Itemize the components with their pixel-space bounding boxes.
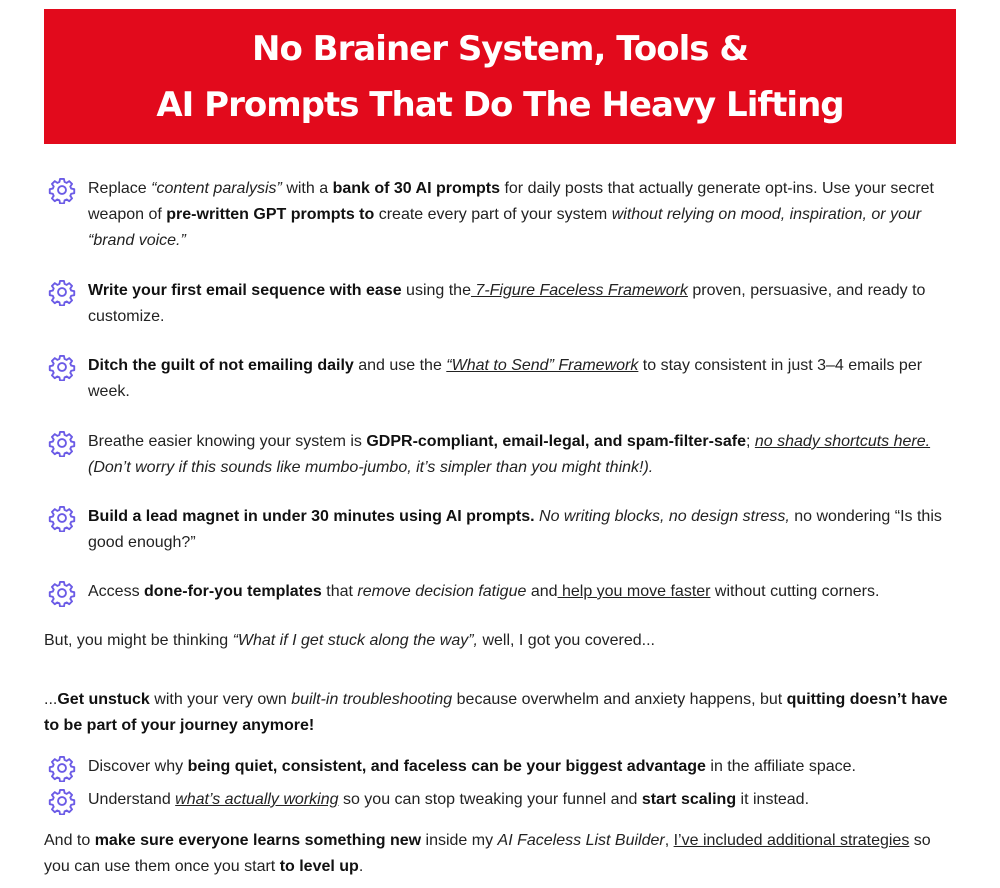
framework-link[interactable]: 7-Figure Faceless Framework [470, 282, 688, 299]
benefit-item-advantage [44, 754, 956, 780]
benefit-item-gdpr [44, 429, 956, 481]
benefit-item-what-to-send [44, 353, 956, 405]
gear-icon [48, 787, 76, 815]
headline-line-1: No Brainer System, Tools & [252, 28, 748, 69]
benefit-item-templates [44, 579, 956, 605]
stuck-paragraph: But, you might be thinking “What if I get stuck along the way”, well, I got you covered... [44, 632, 655, 649]
benefit-text: Write your first email sequence with ease using the 7-Figure Faceless Framework proven, persuasive, and ready to customize. [88, 282, 926, 325]
benefit-text: Ditch the guilt of not emailing daily and use the “What to Send” Framework to stay consistent in just 3–4 emails per week. [88, 357, 923, 400]
headline-banner [44, 9, 956, 144]
benefit-item-prompts [44, 176, 956, 254]
gear-icon [48, 504, 76, 532]
benefit-item-email-sequence [44, 278, 956, 330]
gear-icon [48, 579, 76, 607]
unstuck-paragraph: ...Get unstuck with your very own built-in troubleshooting because overwhelm and anxiety happens, but quitting doesn’t have to be part of your journey anymore! [44, 691, 948, 734]
benefit-text: Understand what’s actually working so you can stop tweaking your funnel and start scaling it instead. [88, 791, 810, 808]
gear-icon [48, 754, 76, 782]
benefit-text: Access done-for-you templates that remove decision fatigue and help you move faster without cutting corners. [88, 583, 880, 600]
benefit-item-lead-magnet [44, 504, 956, 556]
closing-paragraph: And to make sure everyone learns something new inside my AI Faceless List Builder, I’ve included additional strategies so you can use them once you start to level up. [44, 832, 931, 875]
move-faster-link[interactable]: help you move faster [557, 583, 711, 600]
whats-working-link[interactable]: what’s actually working [175, 791, 339, 808]
gear-icon [48, 176, 76, 204]
benefit-text: Discover why being quiet, consistent, and faceless can be your biggest advantage in the affiliate space. [88, 758, 856, 775]
benefit-text: Build a lead magnet in under 30 minutes using AI prompts. No writing blocks, no design stress, no wondering “Is this good enough?” [88, 508, 942, 551]
no-shortcuts-link[interactable]: no shady shortcuts here. [754, 433, 931, 450]
gear-icon [48, 429, 76, 457]
benefit-item-working [44, 787, 956, 813]
additional-strategies-link[interactable]: I’ve included additional strategies [673, 832, 910, 849]
headline-line-2: AI Prompts That Do The Heavy Lifting [156, 84, 844, 125]
gear-icon [48, 278, 76, 306]
benefit-text: Replace “content paralysis” with a bank of 30 AI prompts for daily posts that actually generate opt-ins. Use your secret weapon of pre-written GPT prompts to create every part of your system without relying on mood, inspiration, or your “brand voice.” [88, 180, 934, 249]
gear-icon [48, 353, 76, 381]
benefit-text: Breathe easier knowing your system is GDPR-compliant, email-legal, and spam-filter-safe; no shady shortcuts here. (Don’t worry if this sounds like mumbo-jumbo, it’s simpler than you might think!). [88, 433, 931, 476]
what-to-send-link[interactable]: “What to Send” Framework [446, 357, 639, 374]
